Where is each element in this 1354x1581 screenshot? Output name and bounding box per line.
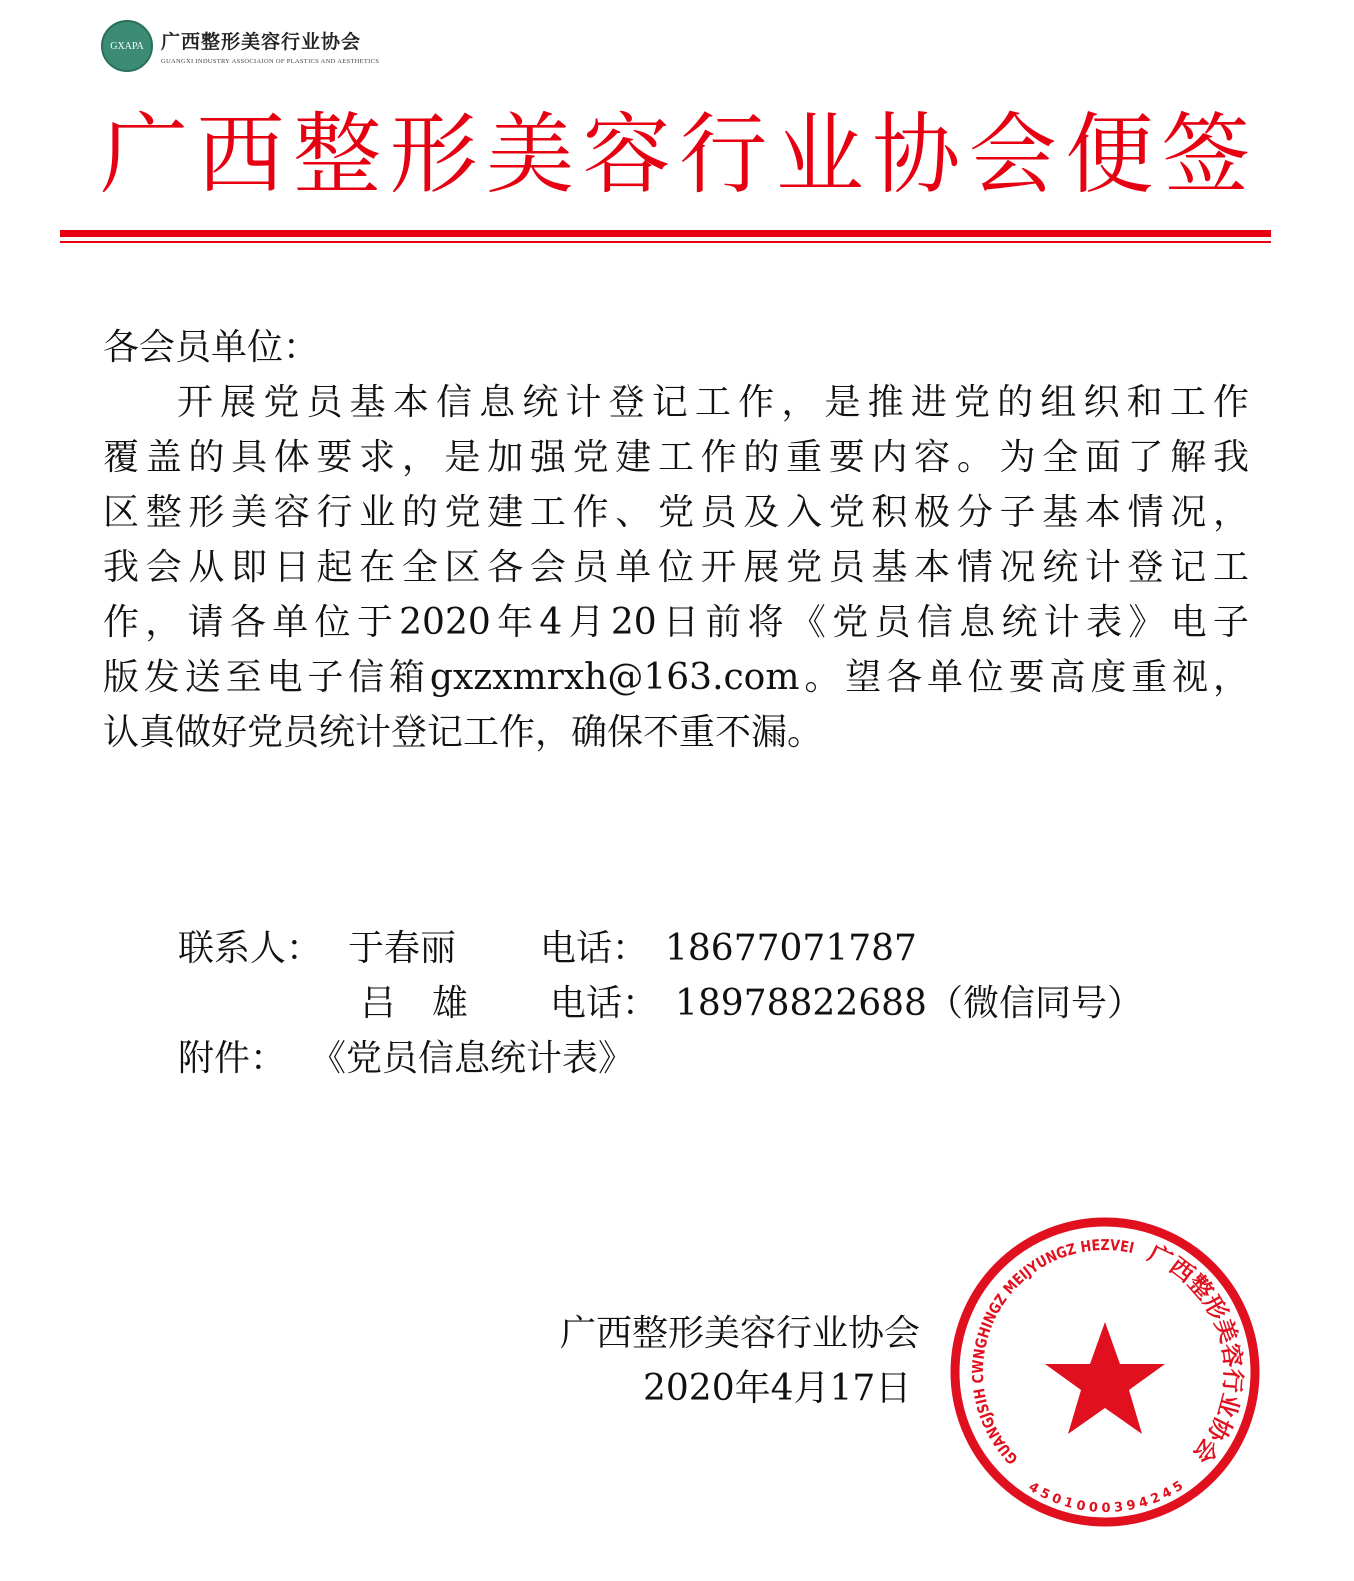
title-char: 协 bbox=[872, 103, 961, 206]
contact-person-2: 吕 雄 bbox=[360, 983, 469, 1024]
title-char: 美 bbox=[486, 103, 575, 206]
title-divider-thin bbox=[60, 241, 1271, 243]
logo-chinese-name: 广西整形美容行业协会 bbox=[161, 31, 362, 53]
title-char: 广 bbox=[100, 103, 189, 206]
body-line: 版发送至电子信箱gxzxmrxh@163.com。望各单位要高度重视， bbox=[103, 657, 1249, 698]
letter-body bbox=[103, 320, 1249, 760]
salutation: 各会员单位： bbox=[103, 327, 320, 368]
title-char: 会 bbox=[968, 103, 1057, 206]
body-line: 区整形美容行业的党建工作、党员及入党积极分子基本情况， bbox=[103, 492, 1249, 533]
title-char: 签 bbox=[1161, 103, 1250, 206]
signature-org: 广西整形美容行业协会 bbox=[560, 1313, 921, 1354]
phone-label-2: 电话： bbox=[550, 983, 659, 1024]
attachment-label: 附件： bbox=[178, 1038, 287, 1079]
contact-person-1: 于春丽 bbox=[348, 928, 457, 969]
attachment-name: 《党员信息统计表》 bbox=[310, 1038, 635, 1079]
official-seal bbox=[945, 1212, 1265, 1532]
body-line: 覆盖的具体要求，是加强党建工作的重要内容。为全面了解我 bbox=[103, 437, 1249, 478]
title-char: 容 bbox=[582, 103, 671, 206]
body-line: 我会从即日起在全区各会员单位开展党员基本情况统计登记工 bbox=[103, 547, 1249, 588]
seal-number: 4501000394245 bbox=[1025, 1478, 1187, 1517]
seal-chinese-text: 广西整形美容行业协会 bbox=[1143, 1240, 1246, 1467]
phone-2: 18978822688（微信同号） bbox=[675, 983, 1143, 1024]
body-line: 认真做好党员统计登记工作，确保不重不漏。 bbox=[103, 712, 824, 753]
title-char: 业 bbox=[775, 103, 864, 206]
title-divider-thick bbox=[60, 230, 1271, 237]
phone-label-1: 电话： bbox=[540, 928, 649, 969]
logo-badge: GXAPA bbox=[101, 20, 153, 72]
document-title bbox=[100, 100, 1250, 210]
phone-1: 18677071787 bbox=[665, 928, 917, 969]
title-char: 形 bbox=[389, 103, 478, 206]
contact-label: 联系人： bbox=[178, 928, 323, 969]
signature-date: 2020年4月17日 bbox=[643, 1368, 912, 1409]
title-char: 西 bbox=[196, 103, 285, 206]
body-line: 开展党员基本信息统计登记工作，是推进党的组织和工作 bbox=[177, 382, 1249, 423]
seal-latin-text: GUANGJSIH CWNGHINGZ MEIJYUNGZ HEZVEI bbox=[968, 1235, 1137, 1468]
title-char: 整 bbox=[293, 103, 382, 206]
star-icon bbox=[1045, 1322, 1165, 1434]
title-char: 行 bbox=[679, 103, 768, 206]
title-char: 便 bbox=[1065, 103, 1154, 206]
association-logo bbox=[101, 20, 379, 72]
logo-english-name: GUANGXI INDUSTRY ASSOCIAION OF PLASTICS AND AESTHETICS bbox=[161, 58, 380, 65]
body-line: 作，请各单位于2020年4月20日前将《党员信息统计表》电子 bbox=[103, 602, 1249, 643]
